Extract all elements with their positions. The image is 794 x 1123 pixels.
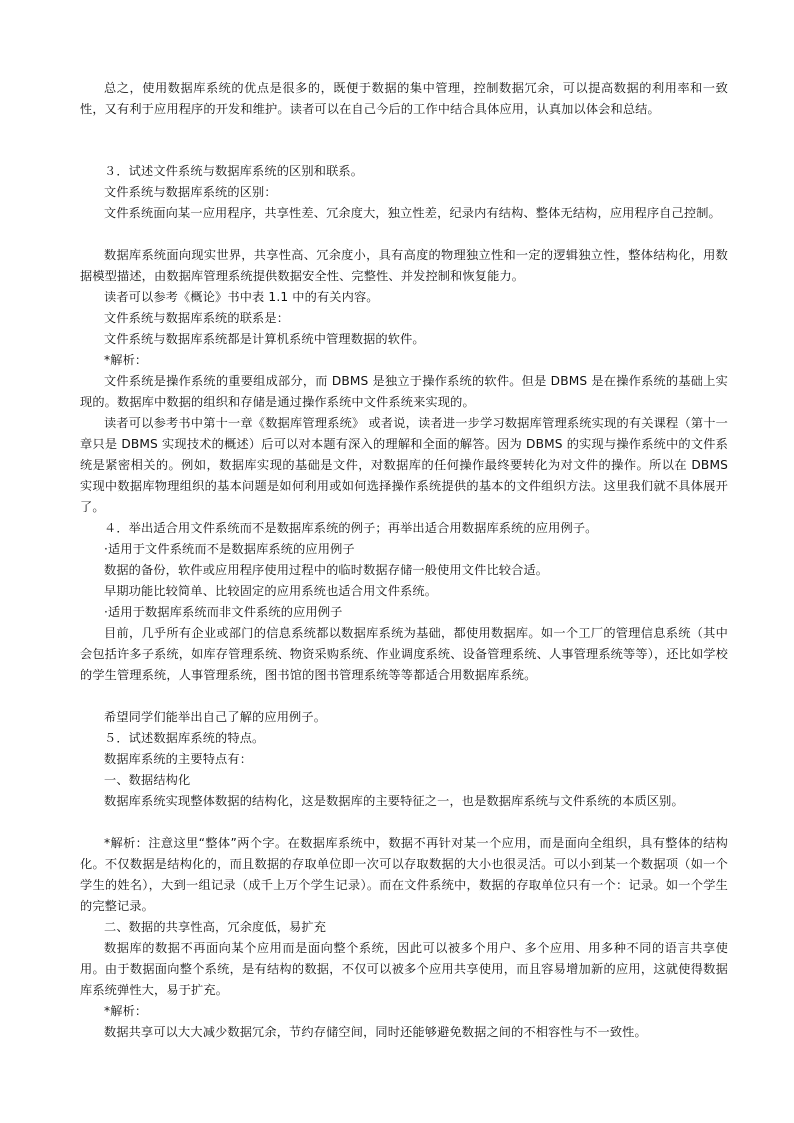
paragraph-hope: 希望同学们能举出自己了解的应用例子。 [104,710,327,724]
paragraph-summary: 总之，使用数据库系统的优点是很多的，既便于数据的集中管理，控制数据冗余，可以提高数据的利用率和一致性，又有利于应用程序的开发和维护。读者可以在自己今后的工作中结合具体应用，认真加以体会和总结。 [80,81,728,116]
paragraph-features-intro: 数据库系统的主要特点有： [104,752,253,766]
analysis-label: *解析： [104,353,148,367]
question-5: ５．试述数据库系统的特点。 [104,731,265,745]
paragraph-backup: 数据的备份，软件或应用程序使用过程中的临时数据存储一般使用文件比较合适。 [104,563,549,577]
question-3: ３．试述文件系统与数据库系统的区别和联系。 [104,164,364,178]
heading-structured: 一、数据结构化 [104,773,191,787]
paragraph-relation-title: 文件系统与数据库系统的联系是： [104,311,290,325]
paragraph-reference: 读者可以参考《概论》书中表 1.1 中的有关内容。 [104,290,379,304]
paragraph-structured: 数据库系统实现整体数据的结构化，这是数据库的主要特征之一，也是数据库系统与文件系统的本质区别。 [104,794,684,808]
paragraph-enterprise: 目前，几乎所有企业或部门的信息系统都以数据库系统为基础，都使用数据库。如一个工厂的管理信息系统（其中会包括许多子系统，如库存管理系统、物资采购系统、作业调度系统、设备管理系统、人事管理系统等等），还比如学校的学生管理系统，人事管理系统，图书馆的图书管理系统等等都适合用数据库系统。 [80,626,728,682]
paragraph-analysis-os: 文件系统是操作系统的重要组成部分，而 DBMS 是独立于操作系统的软件。但是 DBMS 是在操作系统的基础上实现的。数据库中数据的组织和存储是通过操作系统中文件系统来实现的。 [80,374,728,409]
paragraph-analysis-dbms: 读者可以参考书中第十一章《数据库管理系统》 或者说，读者进一步学习数据库管理系统实现的有关课程（第十一章只是 DBMS 实现技术的概述）后可以对本题有深入的理解和全面的解答。因为 DBMS 的实现与操作系统中的文件系统是紧密相关的。例如，数据库实现的基础是文件，对数据库的任何操作最终要转化为对文件的操作。所以在 DBMS 实现中数据库物理组织的基本问题是如何利用或如何选择操作系统提供的基本的文件组织方法。这里我们就不具体展开了。 [80,416,728,514]
analysis-label-2: *解析： [104,1004,148,1018]
paragraph-early-systems: 早期功能比较简单、比较固定的应用系统也适合用文件系统。 [104,584,438,598]
paragraph-difference-title: 文件系统与数据库系统的区别： [104,185,277,199]
bullet-database-example: ·适用于数据库系统而非文件系统的应用例子 [104,605,343,619]
paragraph-sharing: 数据库的数据不再面向某个应用而是面向整个系统，因此可以被多个用户、多个应用、用多种不同的语言共享使用。由于数据面向整个系统，是有结构的数据，不仅可以被多个应用共享使用，而且容易增加新的应用，这就使得数据库系统弹性大，易于扩充。 [80,941,728,997]
paragraph-database-system: 数据库系统面向现实世界，共享性高、冗余度小，具有高度的物理独立性和一定的逻辑独立性，整体结构化，用数据模型描述，由数据库管理系统提供数据安全性、完整性、并发控制和恢复能力。 [80,248,728,283]
paragraph-relation: 文件系统与数据库系统都是计算机系统中管理数据的软件。 [104,332,425,346]
paragraph-file-system: 文件系统面向某一应用程序，共享性差、冗余度大，独立性差，纪录内有结构、整体无结构，应用程序自己控制。 [104,206,721,220]
heading-sharing: 二、数据的共享性高，冗余度低，易扩充 [104,920,327,934]
question-4: ４．举出适合用文件系统而不是数据库系统的例子；再举出适合用数据库系统的应用例子。 [104,521,598,535]
paragraph-analysis-whole: *解析：注意这里“整体”两个字。在数据库系统中，数据不再针对某一个应用，而是面向全组织，具有整体的结构化。不仅数据是结构化的，而且数据的存取单位即一次可以存取数据的大小也很灵活。可以小到某一个数据项（如一个学生的姓名），大到一组记录（成千上万个学生记录）。而在文件系统中，数据的存取单位只有一个：记录。如一个学生的完整记录。 [80,836,728,913]
paragraph-redundancy: 数据共享可以大大减少数据冗余，节约存储空间，同时还能够避免数据之间的不相容性与不一致性。 [104,1025,647,1039]
bullet-file-system-example: ·适用于文件系统而不是数据库系统的应用例子 [104,542,355,556]
